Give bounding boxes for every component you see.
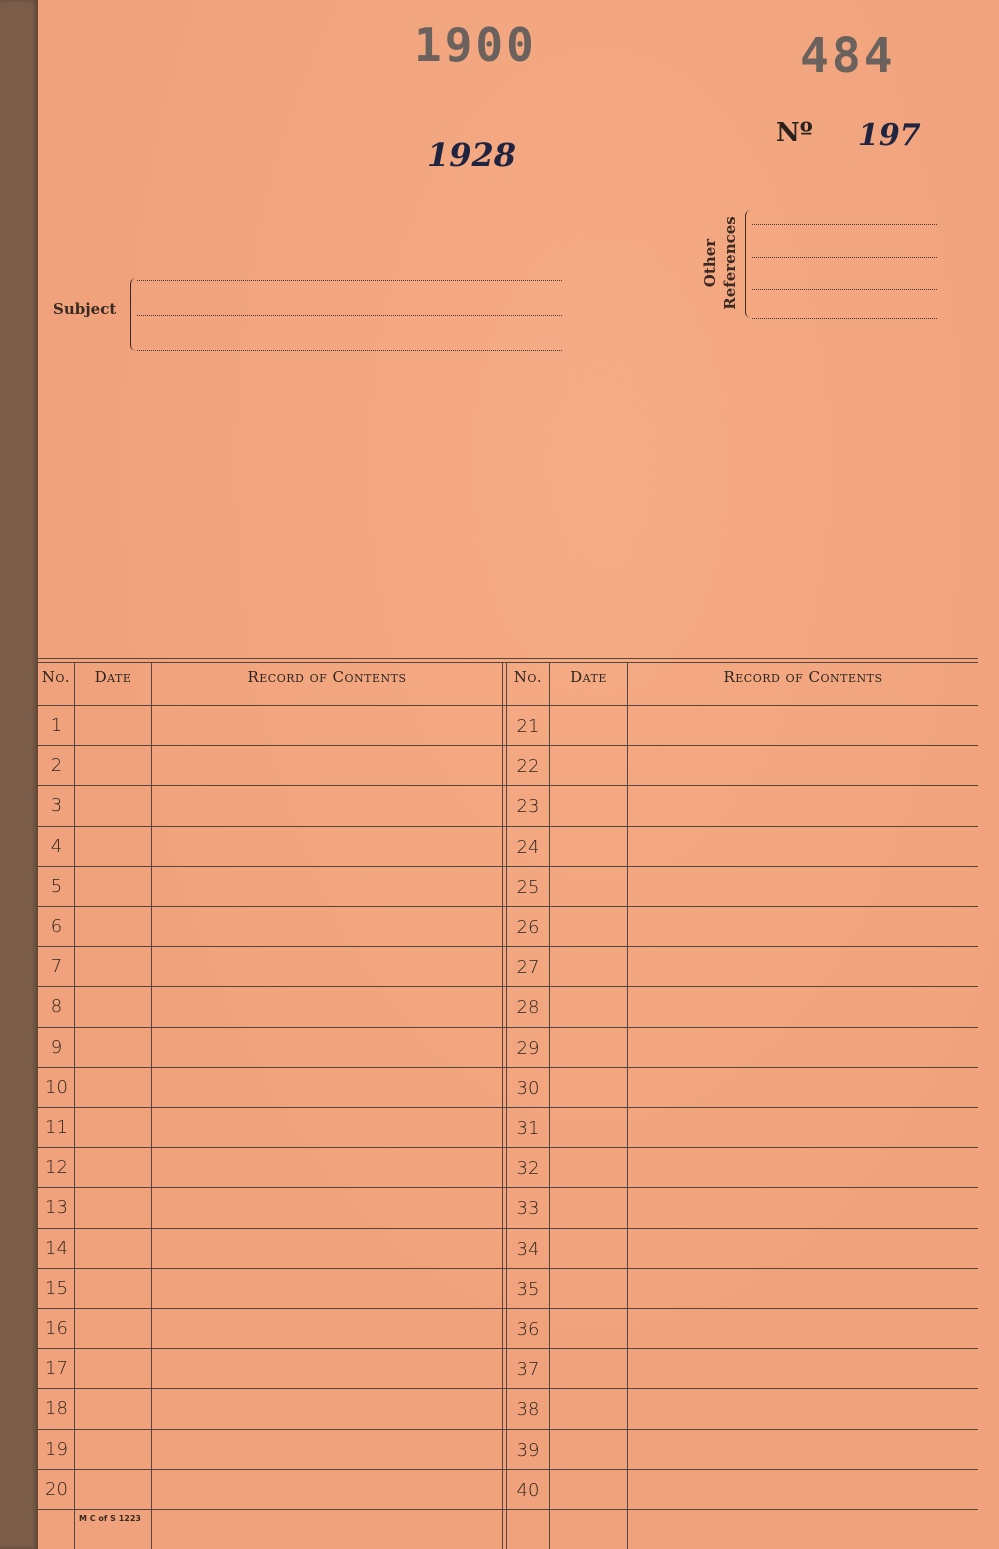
row-number-right: 25 bbox=[516, 876, 540, 898]
table-row-rule bbox=[38, 1308, 978, 1309]
row-number-right: 39 bbox=[516, 1439, 540, 1461]
row-number-left: 12 bbox=[45, 1157, 68, 1179]
row-number-right: 31 bbox=[516, 1118, 540, 1139]
table-row-rule bbox=[38, 745, 978, 746]
row-number-right: 35 bbox=[516, 1278, 540, 1300]
row-number-right: 40 bbox=[516, 1479, 540, 1501]
subject-label: Subject bbox=[53, 300, 117, 318]
row-number-right: 23 bbox=[516, 796, 540, 818]
row-number-right: 27 bbox=[516, 957, 540, 979]
reference-line-2[interactable] bbox=[752, 257, 937, 258]
row-number-right: 24 bbox=[516, 836, 540, 858]
row-number-left: 10 bbox=[45, 1076, 68, 1098]
row-number-left: 16 bbox=[45, 1318, 68, 1339]
stamped-number: 484 bbox=[800, 28, 896, 84]
table-row-rule bbox=[38, 1187, 978, 1188]
center-divider-a bbox=[502, 662, 503, 1549]
reference-line-4[interactable] bbox=[752, 318, 937, 319]
row-number-left: 19 bbox=[45, 1438, 68, 1460]
form-code: M C of S 1223 bbox=[79, 1514, 141, 1523]
table-row-rule bbox=[38, 1469, 978, 1470]
table-row-rule bbox=[38, 1348, 978, 1349]
row-number-left: 14 bbox=[45, 1237, 68, 1259]
row-number-left: 15 bbox=[45, 1277, 68, 1299]
row-number-right: 29 bbox=[516, 1037, 540, 1059]
header-record-right: Record of Contents bbox=[723, 668, 883, 686]
row-number-left: 2 bbox=[50, 755, 63, 777]
row-number-left: 4 bbox=[50, 835, 63, 857]
table-row-rule bbox=[38, 866, 978, 867]
header-no-right: No. bbox=[513, 668, 543, 686]
row-number-right: 28 bbox=[516, 997, 540, 1019]
table-row-rule bbox=[38, 1067, 978, 1068]
other-references-label bbox=[700, 208, 740, 318]
table-row-rule bbox=[38, 826, 978, 827]
col-divider-no-date-left bbox=[74, 662, 75, 1549]
row-number-left: 1 bbox=[50, 715, 63, 736]
number-symbol: Nº bbox=[776, 118, 813, 148]
table-row-rule bbox=[38, 906, 978, 907]
header-record-left: Record of Contents bbox=[247, 668, 407, 686]
col-divider-date-record-left bbox=[151, 662, 152, 1549]
stamped-year: 1900 bbox=[414, 18, 537, 72]
reference-line-3[interactable] bbox=[752, 289, 937, 290]
col-divider-no-date-right bbox=[549, 662, 550, 1549]
row-number-left: 17 bbox=[45, 1358, 68, 1380]
header-no-left: No. bbox=[41, 668, 71, 686]
table-top-rule bbox=[38, 658, 978, 659]
subject-line-3[interactable] bbox=[137, 350, 562, 351]
row-number-left: 9 bbox=[50, 1036, 63, 1058]
row-number-right: 37 bbox=[516, 1359, 540, 1381]
table-header-rule bbox=[38, 705, 978, 706]
table-row-rule bbox=[38, 1107, 978, 1108]
table-row-rule bbox=[38, 946, 978, 947]
row-number-left: 11 bbox=[45, 1117, 68, 1138]
subject-brace bbox=[130, 278, 137, 351]
table-row-rule bbox=[38, 1147, 978, 1148]
table-row-rule bbox=[38, 785, 978, 786]
table-row-rule bbox=[38, 986, 978, 987]
row-number-right: 22 bbox=[516, 756, 540, 778]
row-number-left: 8 bbox=[50, 996, 63, 1018]
other-references-line1: Other bbox=[701, 238, 719, 288]
row-number-right: 32 bbox=[516, 1158, 540, 1180]
row-number-left: 3 bbox=[50, 795, 63, 817]
subject-line-1[interactable] bbox=[137, 280, 562, 281]
subject-line-2[interactable] bbox=[137, 315, 562, 316]
table-top-rule-2 bbox=[38, 662, 978, 663]
reference-line-1[interactable] bbox=[752, 224, 937, 225]
row-number-right: 34 bbox=[516, 1238, 540, 1260]
handwritten-year: 1928 bbox=[427, 136, 517, 174]
binding-spine bbox=[0, 0, 38, 1549]
table-row-rule bbox=[38, 1388, 978, 1389]
row-number-left: 13 bbox=[45, 1197, 68, 1219]
other-references-line2: References bbox=[721, 216, 739, 310]
row-number-left: 18 bbox=[45, 1398, 68, 1420]
row-number-right: 36 bbox=[516, 1319, 540, 1340]
header-date-right: Date bbox=[570, 668, 607, 686]
table-row-rule bbox=[38, 1268, 978, 1269]
table-row-rule bbox=[38, 1509, 978, 1510]
table-row-rule bbox=[38, 1027, 978, 1028]
row-number-right: 30 bbox=[516, 1077, 540, 1099]
table-row-rule bbox=[38, 1429, 978, 1430]
row-number-left: 6 bbox=[50, 916, 63, 937]
table-row-rule bbox=[38, 1228, 978, 1229]
row-number-left: 7 bbox=[50, 956, 63, 978]
header-date-left: Date bbox=[94, 668, 132, 686]
row-number-left: 20 bbox=[45, 1478, 68, 1500]
row-number-right: 21 bbox=[516, 716, 540, 737]
handwritten-file-number: 197 bbox=[858, 118, 921, 153]
row-number-left: 5 bbox=[50, 875, 63, 897]
row-number-right: 33 bbox=[516, 1198, 540, 1220]
row-number-right: 38 bbox=[516, 1399, 540, 1421]
other-references-brace bbox=[745, 210, 752, 318]
row-number-right: 26 bbox=[516, 917, 540, 938]
col-divider-date-record-right bbox=[627, 662, 628, 1549]
